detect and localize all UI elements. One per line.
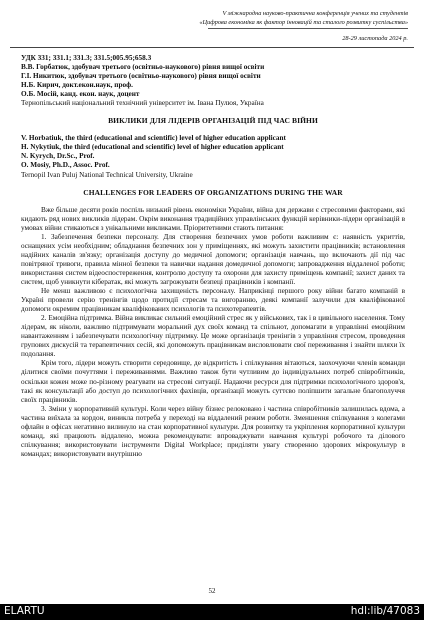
article-body (21, 54, 405, 459)
affiliation-ua: Тернопільський національний технічний університет ім. Івана Пулюя, Україна (21, 99, 264, 108)
page-number: 52 (208, 587, 216, 595)
running-header (10, 8, 414, 48)
author-en-4: O. Mosiy, Ph.D., Assoc. Prof. (21, 161, 110, 170)
conference-date: 28-29 листопада 2024 р. (342, 35, 408, 42)
author-ua-2: Г.І. Никитюк, здобувач третього (освітньо-наукового) рівня вищої освіти (21, 72, 261, 81)
author-en-1: V. Horbatiuk, the third (educational and scientific) level of higher education applicant (21, 134, 286, 143)
title-en: CHALLENGES FOR LEADERS OF ORGANIZATIONS DURING THE WAR (83, 187, 343, 197)
repository-footer (0, 604, 424, 620)
handle-id: hdl:lib/47083 (350, 605, 420, 617)
affiliation-en: Ternopil Ivan Puluj National Technical University, Ukraine (21, 170, 193, 179)
header-rule (208, 28, 408, 29)
author-ua-4: О.Б. Мосій, канд. екон. наук, доцент (21, 90, 140, 99)
paragraph-open-environment: Крім того, лідери можуть створити середовище, де відкритість і спілкування вітаються, заохочуючи членів команди ділитися своїми почуттями і переживаннями. Важливо також бути чутливим до індивідуальних потреб співробітників, оскільки кожен може по-різному реагувати на стресові ситуації. Надаючи ресурси для підтримки психологічного здоров'я, такі як консультації або доступ до психологічних фахівців, організації можуть суттєво поліпшити загальне благополуччя своїх працівників. (21, 359, 405, 404)
paragraph-intro: Вже більше десяти років поспіль низький рівень економіки України, війна для держави є стресовими факторами, які кидають ряд нових викликів лідерам. Окрім виконання традиційних управлінських функцій керівники-лідери організацій в умовах війни стикаються з унікальними викликами. Пріоритетними стають питання: (21, 205, 405, 232)
conference-name: V міжнародна науково-практична конференція учених та студентів (222, 10, 408, 17)
repository-name: ELARTU (4, 605, 45, 617)
author-en-3: N. Kyrych, Dr.Sc., Prof. (21, 152, 95, 161)
conference-theme: «Цифрова економіка як фактор інновацій та сталого розвитку суспільства» (199, 19, 408, 26)
author-en-2: H. Nykytiuk, the third (educational and scientific) level of higher education applicant (21, 143, 284, 152)
author-ua-3: Н.Б. Кирич, докт.екон.наук, проф. (21, 81, 133, 90)
paragraph-emotional-support: 2. Емоційна підтримка. Війна викликає сильний емоційний стрес як у військових, так і в цивільного населення. Тому лідерам, як ніколи, важливо підтримувати моральний дух своїх команд та спільнот, допомагати в управлінні емоційним навантаженням і забезпечувати психологічну підтримку. Це може організація тренінгів з управління стресом, проведення групових дискусій та терапевтичних сесій, які допоможуть працівникам висловлювати свої переживання і знайти шляхи їх подолання. (21, 314, 405, 359)
author-ua-1: В.В. Горбатюк, здобувач третього (освітньо-наукового) рівня вищої освіти (21, 63, 265, 72)
udk-code: УДК 331; 331.1; 331.3; 331.5;005.95;658.3 (21, 54, 152, 62)
title-ua: ВИКЛИКИ ДЛЯ ЛІДЕРІВ ОРГАНІЗАЦІЙ ПІД ЧАС ВІЙНИ (108, 116, 318, 126)
paragraph-safety: 1. Забезпечення безпеки персоналу. Для створення безпечних умов роботи важливим є: наявність укриттів, оснащених усім необхідним; обладнання безпечних зон у приміщеннях, які можуть захистити працівників; встановлення надійних каналів зв'язку; організація доступу до медичної допомоги; організація навчань, що включають дії під час повітряної тривоги, правила мінної безпеки та навички надання домедичної допомоги; запровадження віддаленої роботи; використання систем відеоспостереження, контролю доступу та охорони для захисту приміщень компанії; захист даних та систем, щоб уникнути кібератак, які можуть загрожувати безпеці працівників і компанії. (21, 232, 405, 286)
paragraph-corporate-culture: 3. Зміни у корпоративній культурі. Коли через війну бізнес релоковано і частина співробітників залишилась вдома, а частина виїхала за кордон, виникла потреба у переході на віддалений режим роботи. Зменшення спілкування з колегами офлайн в офісах негативно вилинуло на стан корпоративної культури. Для розвитку та укріплення корпоративної культури команд, які працюють віддалено, можна рекомендувати: впроваджувати навчання культурі робочого та ділового спілкування; використовувати інструменти Digital Workplace; приділяти увагу створенню здорових мікрокультур в командах; використовувати внутрішню (21, 404, 405, 458)
paragraph-psychological: Не менш важливою є психологічна захищеність персоналу. Наприкінці першого року війни багато компаній в Україні провели серію тренінгів щодо протидії стресам та вигоранню, деякі компанії залучили для кваліфікованої допомоги окремим працівникам кваліфікованих психологів та психотерапевтів. (21, 287, 405, 314)
